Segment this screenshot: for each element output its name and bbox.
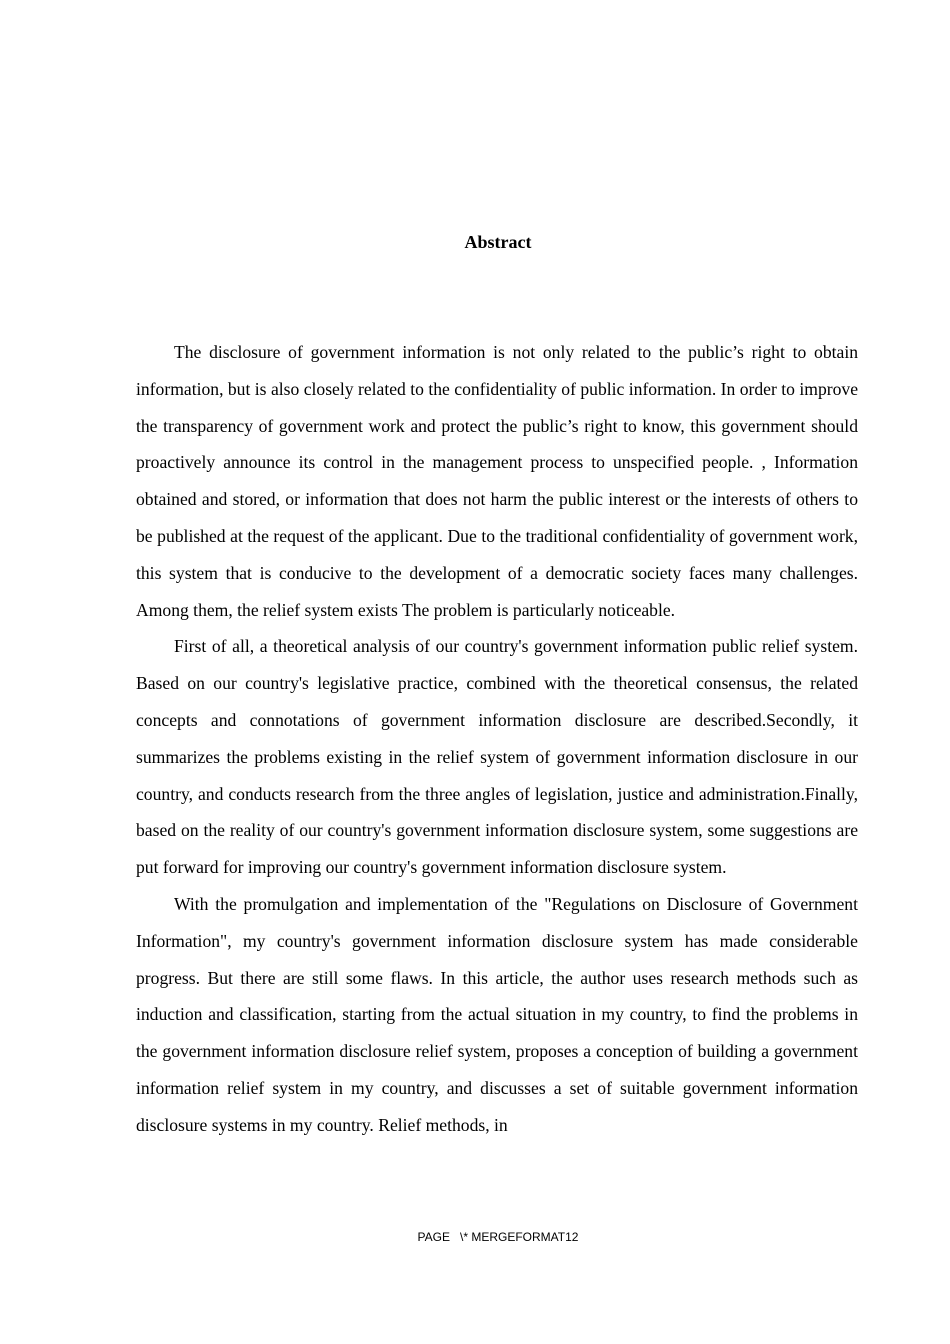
paragraph: First of all, a theoretical analysis of our country's government information public relief system. Based on our country's legislative practice, combined with the theoretical consensus, the related concepts and connotations of government information disclosure are described.Secondly, it summarizes the problems existing in the relief system of government information disclosure in our country, and conducts research from the three angles of legislation, justice and administration.Finally, based on the reality of our country's government information disclosure system, some suggestions are put forward for improving our country's government information disclosure system. [136, 636, 858, 878]
abstract-title: Abstract [464, 232, 532, 252]
page-footer: PAGE \* MERGEFORMAT12 [417, 1230, 579, 1244]
paragraph: With the promulgation and implementation of the "Regulations on Disclosure of Government Information", my country's government information disclosure system has made considerable progress. But there are still some flaws. In this article, the author uses research methods such as induction and classification, starting from the actual situation in my country, to find the problems in the government information disclosure relief system, proposes a conception of building a government information relief system in my country, and discusses a set of suitable government information disclosure systems in my country. Relief methods, in [136, 893, 858, 1135]
abstract-body [136, 334, 858, 1144]
paragraph: The disclosure of government information is not only related to the public’s right to obtain information, but is also closely related to the confidentiality of public information. In order to improve the transparency of government work and protect the public’s right to know, this government should proactively announce its control in the management process to unspecified people. , Information obtained and stored, or information that does not harm the public interest or the interests of others to be published at the request of the applicant. Due to the traditional confidentiality of government work, this system that is conducive to the development of a democratic society faces many challenges. Among them, the relief system exists The problem is particularly noticeable. [136, 342, 858, 620]
